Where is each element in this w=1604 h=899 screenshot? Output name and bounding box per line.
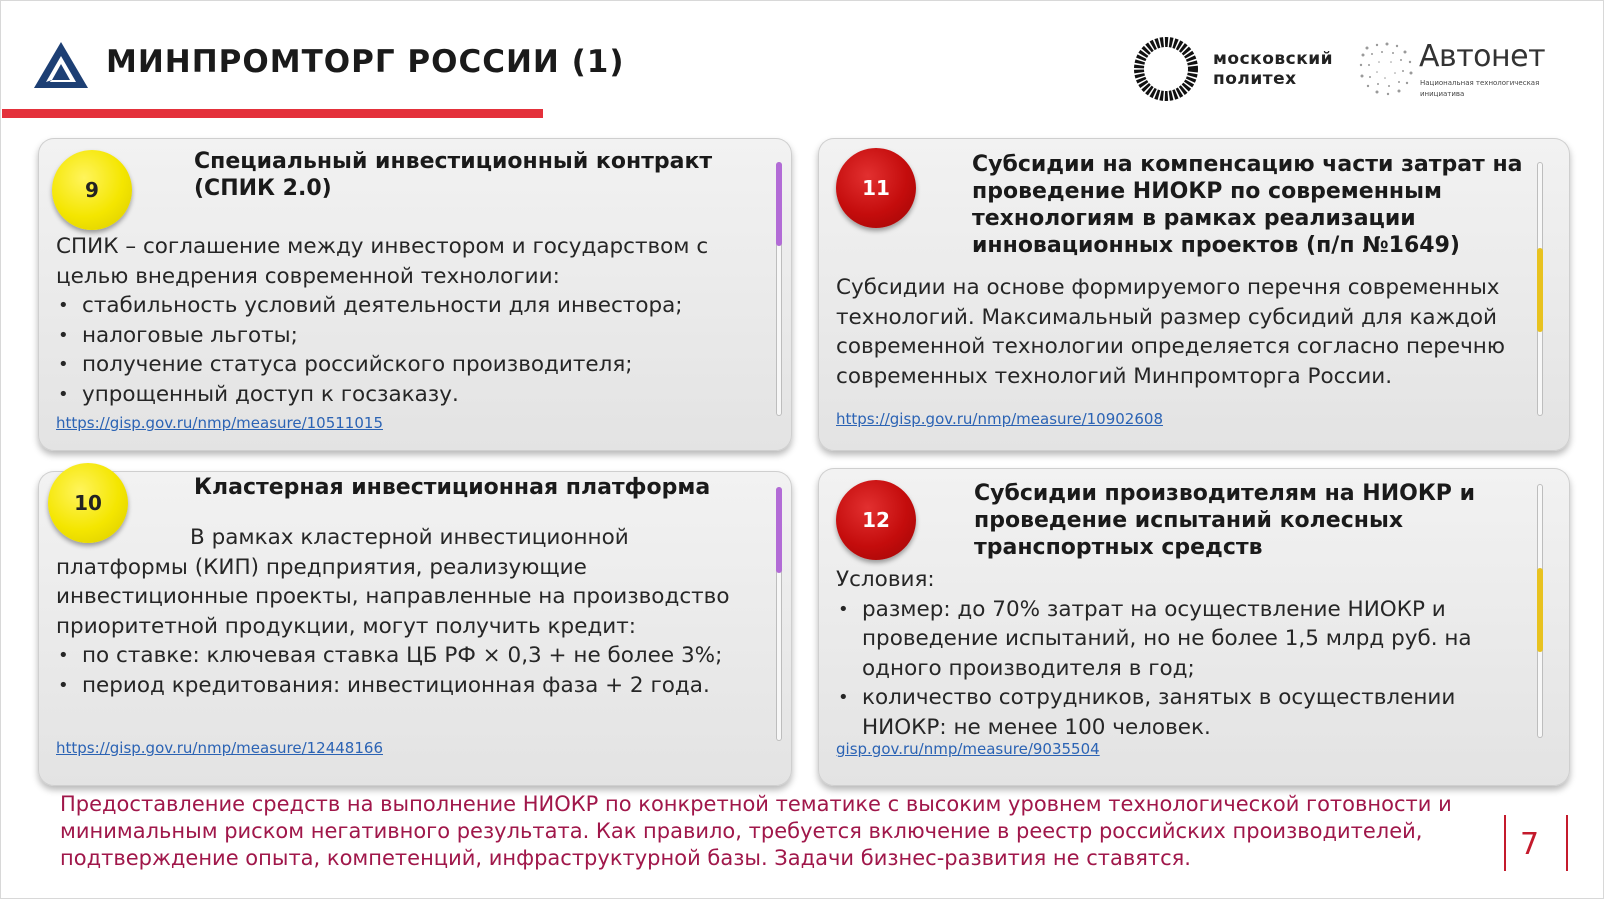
list-item: • период кредитования: инвестиционная фаза + 2 года. — [56, 671, 781, 701]
card-number-badge: 11 — [836, 148, 916, 228]
card-cluster-platform — [38, 471, 792, 786]
measure-link[interactable]: gisp.gov.ru/nmp/measure/9035504 — [836, 740, 1100, 758]
card-intro-lead: В рамках кластерной инвестиционной — [190, 525, 629, 550]
page-title: МИНПРОМТОРГ РОССИИ (1) — [106, 44, 625, 80]
polytech-logo-icon — [1134, 37, 1198, 101]
list-item: • по ставке: ключевая ставка ЦБ РФ × 0,3 + не более 3%; — [56, 641, 781, 671]
accent-bar — [2, 109, 543, 118]
measure-link[interactable]: https://gisp.gov.ru/nmp/measure/12448166 — [56, 739, 383, 757]
card-bullet-list — [56, 641, 781, 700]
scrollbar-thumb[interactable] — [776, 487, 782, 573]
card-intro: СПИК – соглашение между инвестором и государством с целью внедрения современной технологии: — [56, 234, 709, 289]
scrollbar-thumb[interactable] — [1537, 568, 1543, 652]
card-number-badge: 12 — [836, 480, 916, 560]
scrollbar-thumb[interactable] — [776, 162, 782, 246]
card-bullet-list — [56, 291, 756, 409]
list-item: • упрощенный доступ к госзаказу. — [56, 380, 756, 410]
scrollbar[interactable] — [1537, 162, 1543, 416]
autonet-logo-subtitle: Национальная технологическая инициатива — [1420, 79, 1540, 98]
list-item: • получение статуса российского производителя; — [56, 350, 756, 380]
scrollbar[interactable] — [776, 162, 782, 416]
list-item: • размер: до 70% затрат на осуществление НИОКР и проведение испытаний, но не более 1,5 млрд руб. на одного производителя в год; — [836, 595, 1536, 684]
scrollbar[interactable] — [1537, 484, 1543, 738]
page-number: 7 — [1520, 827, 1540, 862]
card-title: Субсидии производителям на НИОКР и проведение испытаний колесных транспортных средств — [974, 481, 1476, 560]
card-intro: Субсидии на основе формируемого перечня современных технологий. Максимальный размер субсидий для каждой современной технологии определяется согласно перечню современных технологий Минпромторга России. — [836, 275, 1505, 389]
card-body — [836, 273, 1536, 391]
list-item: • стабильность условий деятельности для инвестора; — [56, 291, 756, 321]
card-intro: платформы (КИП) предприятия, реализующие инвестиционные проекты, направленные на производство приоритетной продукции, могут получить кредит: — [56, 554, 730, 639]
divider — [1504, 815, 1506, 871]
card-body — [836, 565, 1536, 742]
card-vehicle-subsidies — [818, 468, 1570, 786]
ministry-logo-icon — [34, 42, 88, 88]
card-spik — [38, 138, 792, 451]
polytech-logo-text: московский политех — [1213, 49, 1334, 89]
card-title: Субсидии на компенсацию части затрат на проведение НИОКР по современным технологиям в рамках реализации инновационных проектов (п/п №1649) — [972, 152, 1523, 258]
footer-note: Предоставление средств на выполнение НИОКР по конкретной тематике с высоким уровнем технологической готовности и минимальным риском негативного результата. Как правило, требуется включение в реестр российских производителей, подтверждение опыта, компетенций, инфраструктурной базы. Задачи бизнес-развития не ставятся. — [60, 792, 1452, 870]
card-bullet-list — [836, 595, 1536, 743]
measure-link[interactable]: https://gisp.gov.ru/nmp/measure/10511015 — [56, 414, 383, 432]
list-item: • количество сотрудников, занятых в осуществлении НИОКР: не менее 100 человек. — [836, 683, 1536, 742]
divider — [1566, 815, 1568, 871]
card-body — [56, 523, 781, 700]
card-intro: Условия: — [836, 567, 935, 592]
card-niokr-subsidies — [818, 138, 1570, 451]
card-number-badge: 10 — [48, 463, 128, 543]
scrollbar-thumb[interactable] — [1537, 248, 1543, 332]
autonet-logo-title: Автонет — [1419, 39, 1546, 74]
autonet-logo-icon — [1357, 40, 1415, 98]
scrollbar[interactable] — [776, 487, 782, 741]
card-title: Кластерная инвестиционная платформа — [194, 475, 711, 500]
card-body — [56, 232, 756, 409]
measure-link[interactable]: https://gisp.gov.ru/nmp/measure/10902608 — [836, 410, 1163, 428]
card-number-badge: 9 — [52, 150, 132, 230]
card-title: Специальный инвестиционный контракт (СПИК 2.0) — [194, 149, 713, 201]
list-item: • налоговые льготы; — [56, 321, 756, 351]
